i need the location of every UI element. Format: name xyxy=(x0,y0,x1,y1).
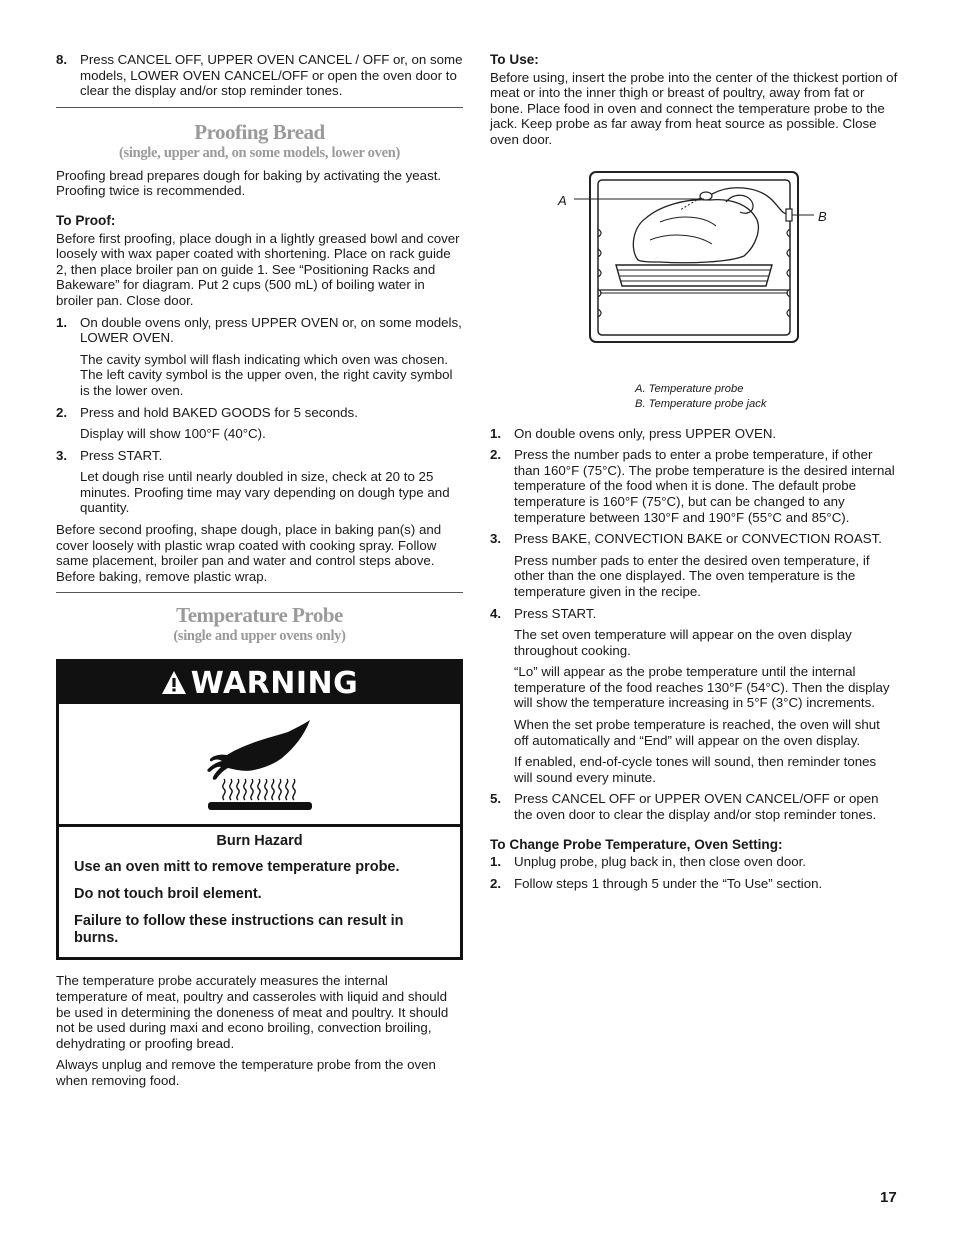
item-number: 3. xyxy=(56,447,68,463)
list-item xyxy=(490,791,898,822)
section-divider xyxy=(56,592,463,593)
proofing-title: Proofing Bread xyxy=(194,119,325,144)
left-column xyxy=(56,52,463,1095)
list-item xyxy=(490,447,898,525)
label-a: A xyxy=(558,192,567,208)
section-divider xyxy=(56,107,463,108)
warning-body xyxy=(59,827,460,957)
use-steps-list xyxy=(490,426,898,823)
list-item xyxy=(56,448,463,464)
warning-line: Failure to follow these instructions can result in burns. xyxy=(74,913,404,947)
burn-hazard-title: Burn Hazard xyxy=(216,833,303,850)
step-note: Press number pads to enter the desired oven temperature, if other than the one displayed. The oven temperature is the temperature given in the recipe. xyxy=(514,552,870,599)
to-proof-heading: To Proof: xyxy=(56,212,116,228)
warning-label: WARNING xyxy=(190,665,359,701)
item-text: Press BAKE, CONVECTION BAKE or CONVECTION ROAST. xyxy=(514,531,882,547)
caption-a: A. Temperature probe xyxy=(635,382,744,395)
item-text: On double ovens only, press UPPER OVEN. xyxy=(514,425,777,441)
item-number: 1. xyxy=(490,854,502,870)
item-text: Press START. xyxy=(514,605,597,621)
warning-triangle-icon xyxy=(161,670,187,696)
item-number: 8. xyxy=(56,52,68,67)
list-item xyxy=(490,606,898,622)
step-note: Let dough rise until nearly doubled in size, check at 20 to 25 minutes. Proofing time may vary depending on dough type and quantity. xyxy=(80,469,450,516)
change-heading: To Change Probe Temperature, Oven Setting: xyxy=(490,836,783,852)
step-note: “Lo” will appear as the probe temperature until the internal temperature of the food reaches 130°F (54°C). Then the display will show the temperature increasing in 5°F (3°C) increments. xyxy=(514,664,890,711)
page-number: 17 xyxy=(880,1189,897,1206)
figure-caption xyxy=(635,382,898,412)
warning-header xyxy=(59,662,460,704)
probe-subtitle: (single and upper ovens only) xyxy=(173,628,346,645)
item-text: Press CANCEL OFF or UPPER OVEN CANCEL/OFF or open the oven door to clear the display and/or stop reminder tones. xyxy=(514,791,879,823)
proof-steps-list xyxy=(56,315,463,517)
item-number: 2. xyxy=(56,404,68,420)
item-number: 2. xyxy=(490,875,502,891)
warning-line: Do not touch broil element. xyxy=(74,886,262,903)
burn-hazard-pictogram xyxy=(59,704,460,827)
step-note: Display will show 100°F (40°C). xyxy=(80,426,266,442)
item-number: 3. xyxy=(490,531,502,547)
to-proof-text: Before first proofing, place dough in a lightly greased bowl and cover loosely with wax paper coated with shortening. Place on rack guide 2, then place broiler pan on guide 1. See “Positioning Racks and Bakeware” for diagram. Put 2 cups (500 mL) of boiling water in broiler pan. Close door. xyxy=(56,230,460,308)
item-text: Press the number pads to enter a probe temperature, if other than 160°F (75°C). The probe temperature is the desired internal temperature of the food when it is done. The default probe temperature is 160°F (75°C), but can be changed to any temperature between 130°F and 190°F (55°C and 85°C). xyxy=(514,447,895,525)
probe-description: The temperature probe accurately measures the internal temperature of meat, poultry and casseroles with liquid and should be used in determining the doneness of meat and poultry. It should not be used during maxi and econo broiling, convection broiling, dehydrating or proofing bread. xyxy=(56,973,449,1051)
right-column xyxy=(490,52,898,897)
item-text: On double ovens only, press UPPER OVEN or, on some models, LOWER OVEN. xyxy=(80,314,462,346)
to-use-text: Before using, insert the probe into the center of the thickest portion of meat or into the inner thigh or breast of poultry, away from fat or bone. Place food in oven and connect the temperature probe to the jack. Keep probe as far away from heat source as possible. Close oven door. xyxy=(490,69,898,147)
step-note: The cavity symbol will flash indicating which oven was chosen. The left cavity symbol is the upper oven, the right cavity symbol is the lower oven. xyxy=(80,351,453,398)
item-text: Press START. xyxy=(80,447,163,463)
probe-unplug-note: Always unplug and remove the temperature probe from the oven when removing food. xyxy=(56,1057,436,1088)
list-item xyxy=(56,315,463,346)
item-text: Follow steps 1 through 5 under the “To Use” section. xyxy=(514,875,823,891)
hand-over-heat-icon xyxy=(200,714,320,814)
oven-probe-diagram xyxy=(490,162,898,382)
to-use-heading: To Use: xyxy=(490,52,539,67)
item-number: 1. xyxy=(56,314,68,330)
probe-title: Temperature Probe xyxy=(176,603,343,628)
caption-b: B. Temperature probe jack xyxy=(635,397,767,410)
item-text: Press and hold BAKED GOODS for 5 seconds. xyxy=(80,404,358,420)
warning-line: Use an oven mitt to remove temperature probe. xyxy=(74,859,400,876)
list-item xyxy=(56,52,463,99)
list-item xyxy=(490,854,898,870)
list-item xyxy=(56,405,463,421)
proofing-subtitle: (single, upper and, on some models, lower oven) xyxy=(118,144,401,161)
label-b: B xyxy=(818,208,827,224)
item-text: Press CANCEL OFF, UPPER OVEN CANCEL / OFF or, on some models, LOWER OVEN CANCEL/OFF or open the oven door to clear the display and/or stop reminder tones. xyxy=(80,52,463,99)
item-number: 5. xyxy=(490,791,502,807)
list-item xyxy=(490,531,898,547)
step-note: The set oven temperature will appear on the oven display throughout cooking. xyxy=(514,627,852,658)
change-steps-list xyxy=(490,854,898,891)
warning-box xyxy=(56,659,463,960)
proofing-intro: Proofing bread prepares dough for baking by activating the yeast. Proofing twice is recommended. xyxy=(56,167,442,199)
list-item xyxy=(490,876,898,892)
item-number: 1. xyxy=(490,425,502,441)
item-number: 4. xyxy=(490,605,502,621)
list-item xyxy=(490,426,898,442)
second-proofing-text: Before second proofing, shape dough, place in baking pan(s) and cover loosely with plastic wrap coated with cooking spray. Follow same placement, broiler pan and water and control steps above. Before baking, remove plastic wrap. xyxy=(56,522,442,584)
oven-diagram-svg xyxy=(490,162,898,382)
item-text: Unplug probe, plug back in, then close oven door. xyxy=(514,854,806,870)
item-number: 2. xyxy=(490,447,502,463)
step-note: When the set probe temperature is reached, the oven will shut off automatically and “End” will appear on the oven display. xyxy=(514,717,880,748)
step-note: If enabled, end-of-cycle tones will sound, then reminder tones will sound every minute. xyxy=(514,754,877,785)
